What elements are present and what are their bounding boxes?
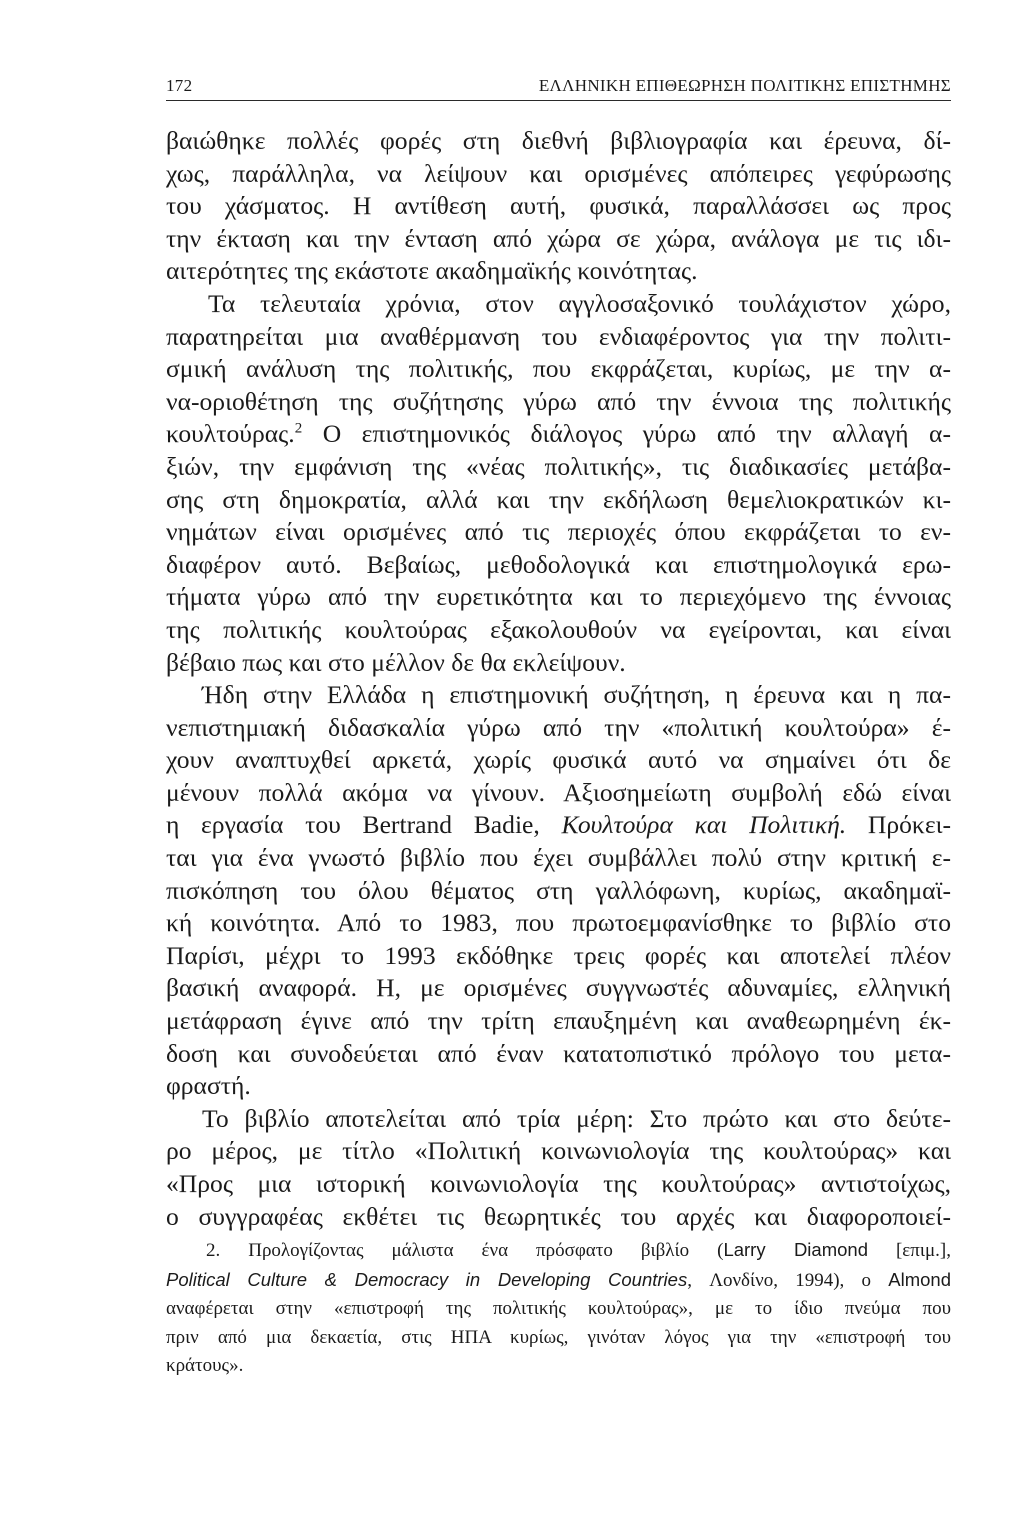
text-line: διαφέρον αυτό. Βεβαίως, μεθοδολογικά και επιστημολογικά ερω- <box>166 549 951 579</box>
text-run: Ο επιστημονικός διάλογος γύρω από την αλλαγή α- <box>302 419 951 449</box>
text-line: ται για ένα γνωστό βιβλίο που έχει συμβάλλει πολύ στην κριτική ε- <box>166 843 951 873</box>
footnote <box>166 1236 951 1381</box>
text-line: παρατηρείται μια αναθέρμανση του ενδιαφέροντος για την πολιτι- <box>166 321 951 351</box>
author-name: Larry Diamond <box>723 1239 868 1260</box>
text-line: κή κοινότητα. Από το 1983, που πρωτοεμφανίσθηκε το βιβλίο στο <box>166 908 951 938</box>
author-name: Almond <box>888 1268 952 1290</box>
text-line: βαιώθηκε πολλές φορές στη διεθνή βιβλιογραφία και έρευνα, δί- <box>166 126 951 155</box>
text-line: σμική ανάλυση της πολιτικής, που εκφράζεται, κυρίως, με την α- <box>166 354 951 384</box>
text-line: σης στη δημοκρατία, αλλά και την εκδήλωση θεμελιοκρατικών κι- <box>166 484 951 514</box>
text-line: νεπιστημιακή διδασκαλία γύρω από την «πολιτική κουλτούρα» έ- <box>166 712 951 742</box>
footnote-line <box>166 1266 951 1296</box>
text-run: κουλτούρας. <box>166 419 295 449</box>
text-line: χως, παράλληλα, να λείψουν και ορισμένες απόπειρες γεφύρωσης <box>166 158 951 188</box>
text-run: , Λονδίνο, 1994), ο <box>687 1269 889 1291</box>
cited-book-title: Political Culture & Democracy in Developing Countries <box>166 1268 688 1290</box>
footnote-line: πριν από μια δεκαετία, στις ΗΠΑ κυρίως, γινόταν λόγος για την «επιστροφή του <box>166 1326 951 1348</box>
text-line: της πολιτικής κουλτούρας εξακολουθούν να εγείρονται, και είναι <box>166 614 951 644</box>
footnote-marker: 2 <box>294 420 303 437</box>
text-line: αιτερότητες της εκάστοτε ακαδημαϊκής κοινότητας. <box>166 256 698 286</box>
text-line: πισκόπηση του όλου θέματος στη γαλλόφωνη, κυρίως, ακαδημαϊ- <box>166 875 951 905</box>
running-head <box>166 74 951 101</box>
text-line: Το βιβλίο αποτελείται από τρία μέρη: Στο πρώτο και στο δεύτε- <box>202 1103 951 1133</box>
text-line: του χάσματος. Η αντίθεση αυτή, φυσικά, παραλλάσσει ως προς <box>166 191 951 221</box>
text-line: νημάτων είναι ορισμένες από τις περιοχές όπου εκφράζεται το εν- <box>166 517 951 547</box>
text-line: την έκταση και την ένταση από χώρα σε χώρα, ανάλογα με τις ιδι- <box>166 223 951 253</box>
text-line: ο συγγραφέας εκθέτει τις θεωρητικές του αρχές και διαφοροποιεί- <box>166 1201 951 1231</box>
page-number: 172 <box>166 76 193 95</box>
text-line <box>166 418 951 451</box>
text-line: βέβαιο πως και στο μέλλον δε θα εκλείψουν. <box>166 647 626 677</box>
footnote-line: κράτους». <box>166 1355 244 1377</box>
text-line: δοση και συνοδεύεται από έναν κατατοπιστικό πρόλογο του μετα- <box>166 1038 951 1068</box>
text-line: τήματα γύρω από την ευρετικότητα και το περιεχόμενο της έννοιας <box>166 582 951 612</box>
text-line: μετάφραση έγινε από την τρίτη επαυξημένη και αναθεωρημένη έκ- <box>166 1006 951 1036</box>
text-run: 2. Προλογίζοντας μάλιστα ένα πρόσφατο βιβλίο ( <box>206 1240 724 1261</box>
text-line: βασική αναφορά. Η, με ορισμένες συγγνωστές αδυναμίες, ελληνική <box>166 973 951 1003</box>
footnote-line <box>166 1236 951 1266</box>
text-run: η εργασία του Bertrand Badie, <box>166 810 562 840</box>
footnote-line: αναφέρεται στην «επιστροφή της πολιτικής κουλτούρας», με το ίδιο πνεύμα που <box>166 1298 951 1320</box>
text-line: φραστή. <box>166 1071 251 1101</box>
text-line: Ήδη στην Ελλάδα η επιστημονική συζήτηση, η έρευνα και η πα- <box>202 680 951 710</box>
body-text <box>166 125 951 1233</box>
text-line: χουν αναπτυχθεί αρκετά, χωρίς φυσικά αυτό να σημαίνει ότι δε <box>166 745 951 775</box>
text-line: να-οριοθέτηση της συζήτησης γύρω από την έννοια της πολιτικής <box>166 386 951 416</box>
text-line: Παρίσι, μέχρι το 1993 εκδόθηκε τρεις φορές και αποτελεί πλέον <box>166 940 951 970</box>
text-line: Τα τελευταία χρόνια, στον αγγλοσαξονικό τουλάχιστον χώρο, <box>208 288 951 318</box>
text-run: [επιμ.], <box>868 1240 951 1261</box>
journal-title: ΕΛΛΗΝΙΚΗ ΕΠΙΘΕΩΡΗΣΗ ΠΟΛΙΤΙΚΗΣ ΕΠΙΣΤΗΜΗΣ <box>538 76 951 95</box>
book-title: Κουλτούρα και Πολιτική. <box>561 810 847 840</box>
text-run: Πρόκει- <box>846 810 951 840</box>
text-line: ξιών, την εμφάνιση της «νέας πολιτικής», τις διαδικασίες μετάβα- <box>166 451 951 481</box>
text-line: μένουν πολλά ακόμα να γίνουν. Αξιοσημείωτη συμβολή εδώ είναι <box>166 777 951 807</box>
text-line: «Προς μια ιστορική κοινωνιολογία της κουλτούρας» αντιστοίχως, <box>166 1169 951 1198</box>
text-line <box>166 809 951 842</box>
text-line: ρο μέρος, με τίτλο «Πολιτική κοινωνιολογία της κουλτούρας» και <box>166 1136 951 1166</box>
